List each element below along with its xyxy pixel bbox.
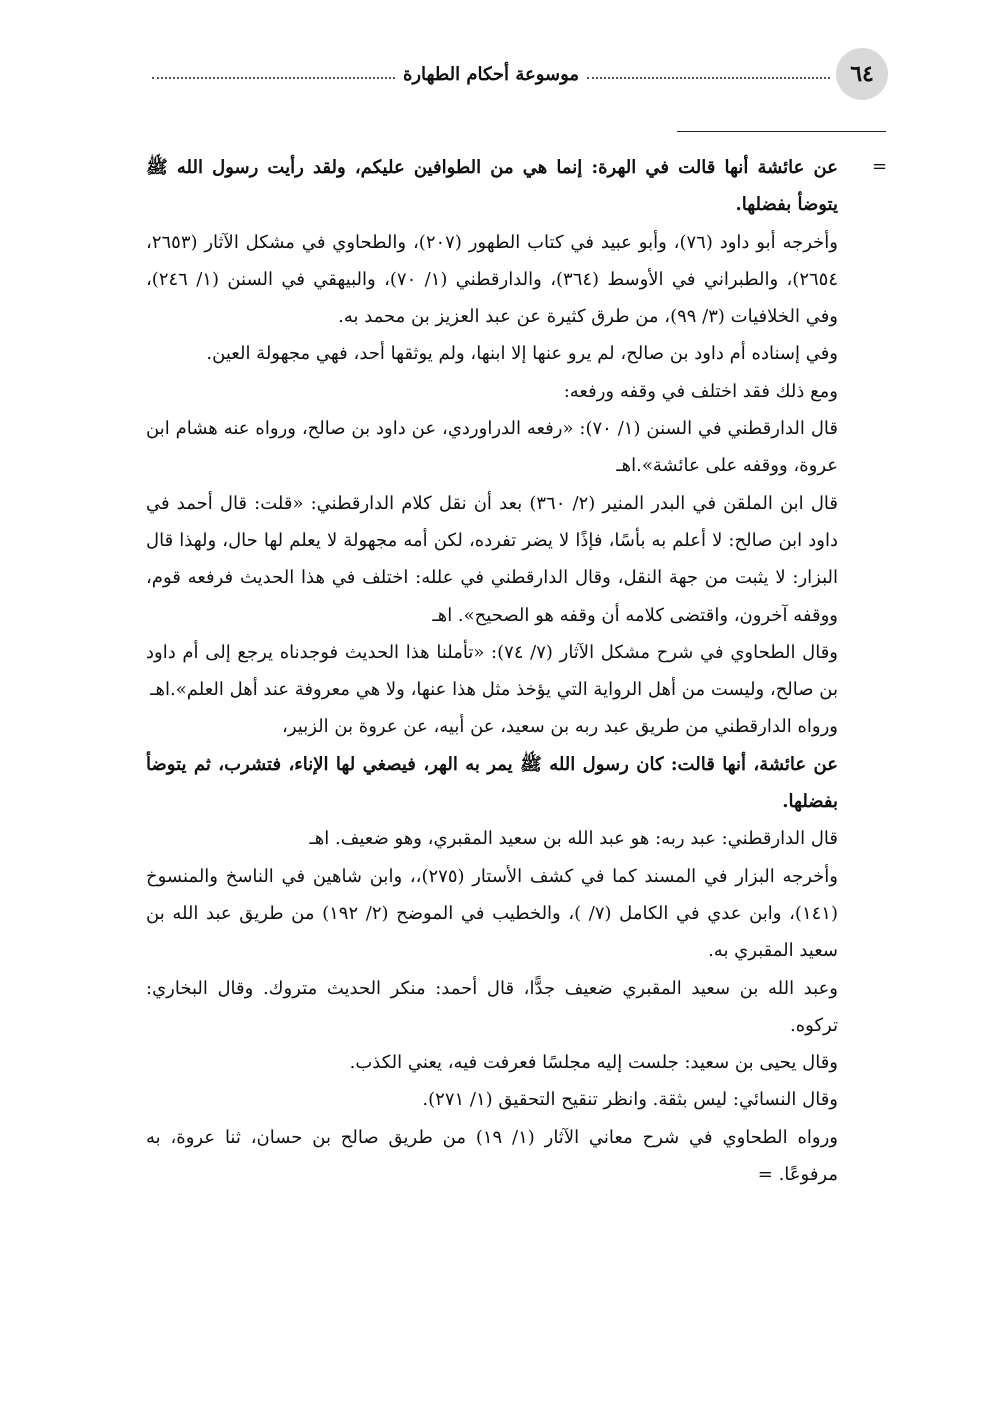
continuation-mark: = <box>872 156 888 177</box>
header-dots-right <box>587 77 830 79</box>
paragraph-daraqutni-quote: قال الدارقطني في السنن (١/ ٧٠): «رفعه الدراوردي، عن داود بن صالح، ورواه عنه هشام ابن عروة، ووقفه على عائشة».اهـ <box>146 418 838 477</box>
paragraph-ibn-mulaqqin-quote: قال ابن الملقن في البدر المنير (٢/ ٣٦٠) بعد أن نقل كلام الدارقطني: «قلت: قال أحمد في داود ابن صالح: لا أعلم به بأسًا، فإذًا لا يضر تفرده، لكن أمه مجهولة لا يعلم لها حال، ولهذا قال البزار: لا يثبت من جهة النقل، وقال الدارقطني في علله: اختلف في هذا الحديث فرفعه قوم، ووقفه آخرون، واقتضى كلامه أن وقفه هو الصحيح». اهـ <box>146 492 838 626</box>
page-number: ٦٤ <box>836 48 888 100</box>
paragraph-hadith-2: عن عائشة، أنها قالت: كان رسول الله ﷺ يمر به الهر، فيصغي لها الإناء، فتشرب، ثم يتوضأ بفضلها. <box>146 753 838 813</box>
paragraph-takhrij-1: وأخرجه أبو داود (٧٦)، وأبو عبيد في كتاب الطهور (٢٠٧)، والطحاوي في مشكل الآثار (٢٦٥٣، ٢٦٥٤)، والطبراني في الأوسط (٣٦٤)، والدارقطني (١/ ٧٠)، والبيهقي في السنن (١/ ٢٤٦)، وفي الخلافيات (٣/ ٩٩)، من طرق كثيرة عن عبد العزيز بن محمد به. <box>146 231 839 328</box>
paragraph-ikhtilaf: ومع ذلك فقد اختلف في وقفه ورفعه: <box>563 380 838 402</box>
paragraph-hadith-1: عن عائشة أنها قالت في الهرة: إنما هي من الطوافين عليكم، ولقد رأيت رسول الله ﷺ يتوضأ بفضلها. <box>146 157 838 216</box>
page-header <box>146 48 888 100</box>
paragraph-daraqutni-abd-rabbih: قال الدارقطني: عبد ربه: هو عبد الله بن سعيد المقبري، وهو ضعيف. اهـ <box>309 828 838 850</box>
paragraph-yahya-quote: وقال يحيى بن سعيد: جلست إليه مجلسًا فعرفت فيه، يعني الكذب. <box>349 1052 838 1074</box>
page-title: موسوعة أحكام الطهارة <box>402 63 580 85</box>
footnote-rule <box>677 131 886 132</box>
paragraph-tahawi-route: ورواه الطحاوي في شرح معاني الآثار (١/ ١٩) من طريق صالح بن حسان، ثنا عروة، به مرفوعًا. = <box>146 1126 838 1186</box>
paragraph-takhrij-2: وأخرجه البزار في المسند كما في كشف الأستار (٢٧٥)،، وابن شاهين في الناسخ والمنسوخ (١٤١)، وابن عدي في الكامل (٧/ )، والخطيب في الموضح (٢/ ١٩٢) من طريق عبد الله بن سعيد المقبري به. <box>146 865 838 962</box>
header-dots-left <box>152 77 395 79</box>
paragraph-tahawi-quote: وقال الطحاوي في شرح مشكل الآثار (٧/ ٧٤): «تأملنا هذا الحديث فوجدناه يرجع إلى أم داود بن صالح، وليست من أهل الرواية التي يؤخذ مثل هذا عنها، ولا هي معروفة عند أهل العلم».اهـ <box>146 641 838 701</box>
paragraph-maqburi-weak: وعبد الله بن سعيد المقبري ضعيف جدًّا، قال أحمد: منكر الحديث متروك. وقال البخاري: تركوه. <box>146 977 838 1036</box>
paragraph-daraqutni-route: ورواه الدارقطني من طريق عبد ربه بن سعيد، عن أبيه، عن عروة بن الزبير، <box>282 716 838 738</box>
footnote-body <box>146 149 838 1193</box>
paragraph-nasai-quote: وقال النسائي: ليس بثقة. وانظر تنقيح التحقيق (١/ ٢٧١). <box>422 1089 838 1111</box>
paragraph-isnad-note: وفي إسناده أم داود بن صالح، لم يرو عنها إلا ابنها، ولم يوثقها أحد، فهي مجهولة العين. <box>206 343 838 365</box>
